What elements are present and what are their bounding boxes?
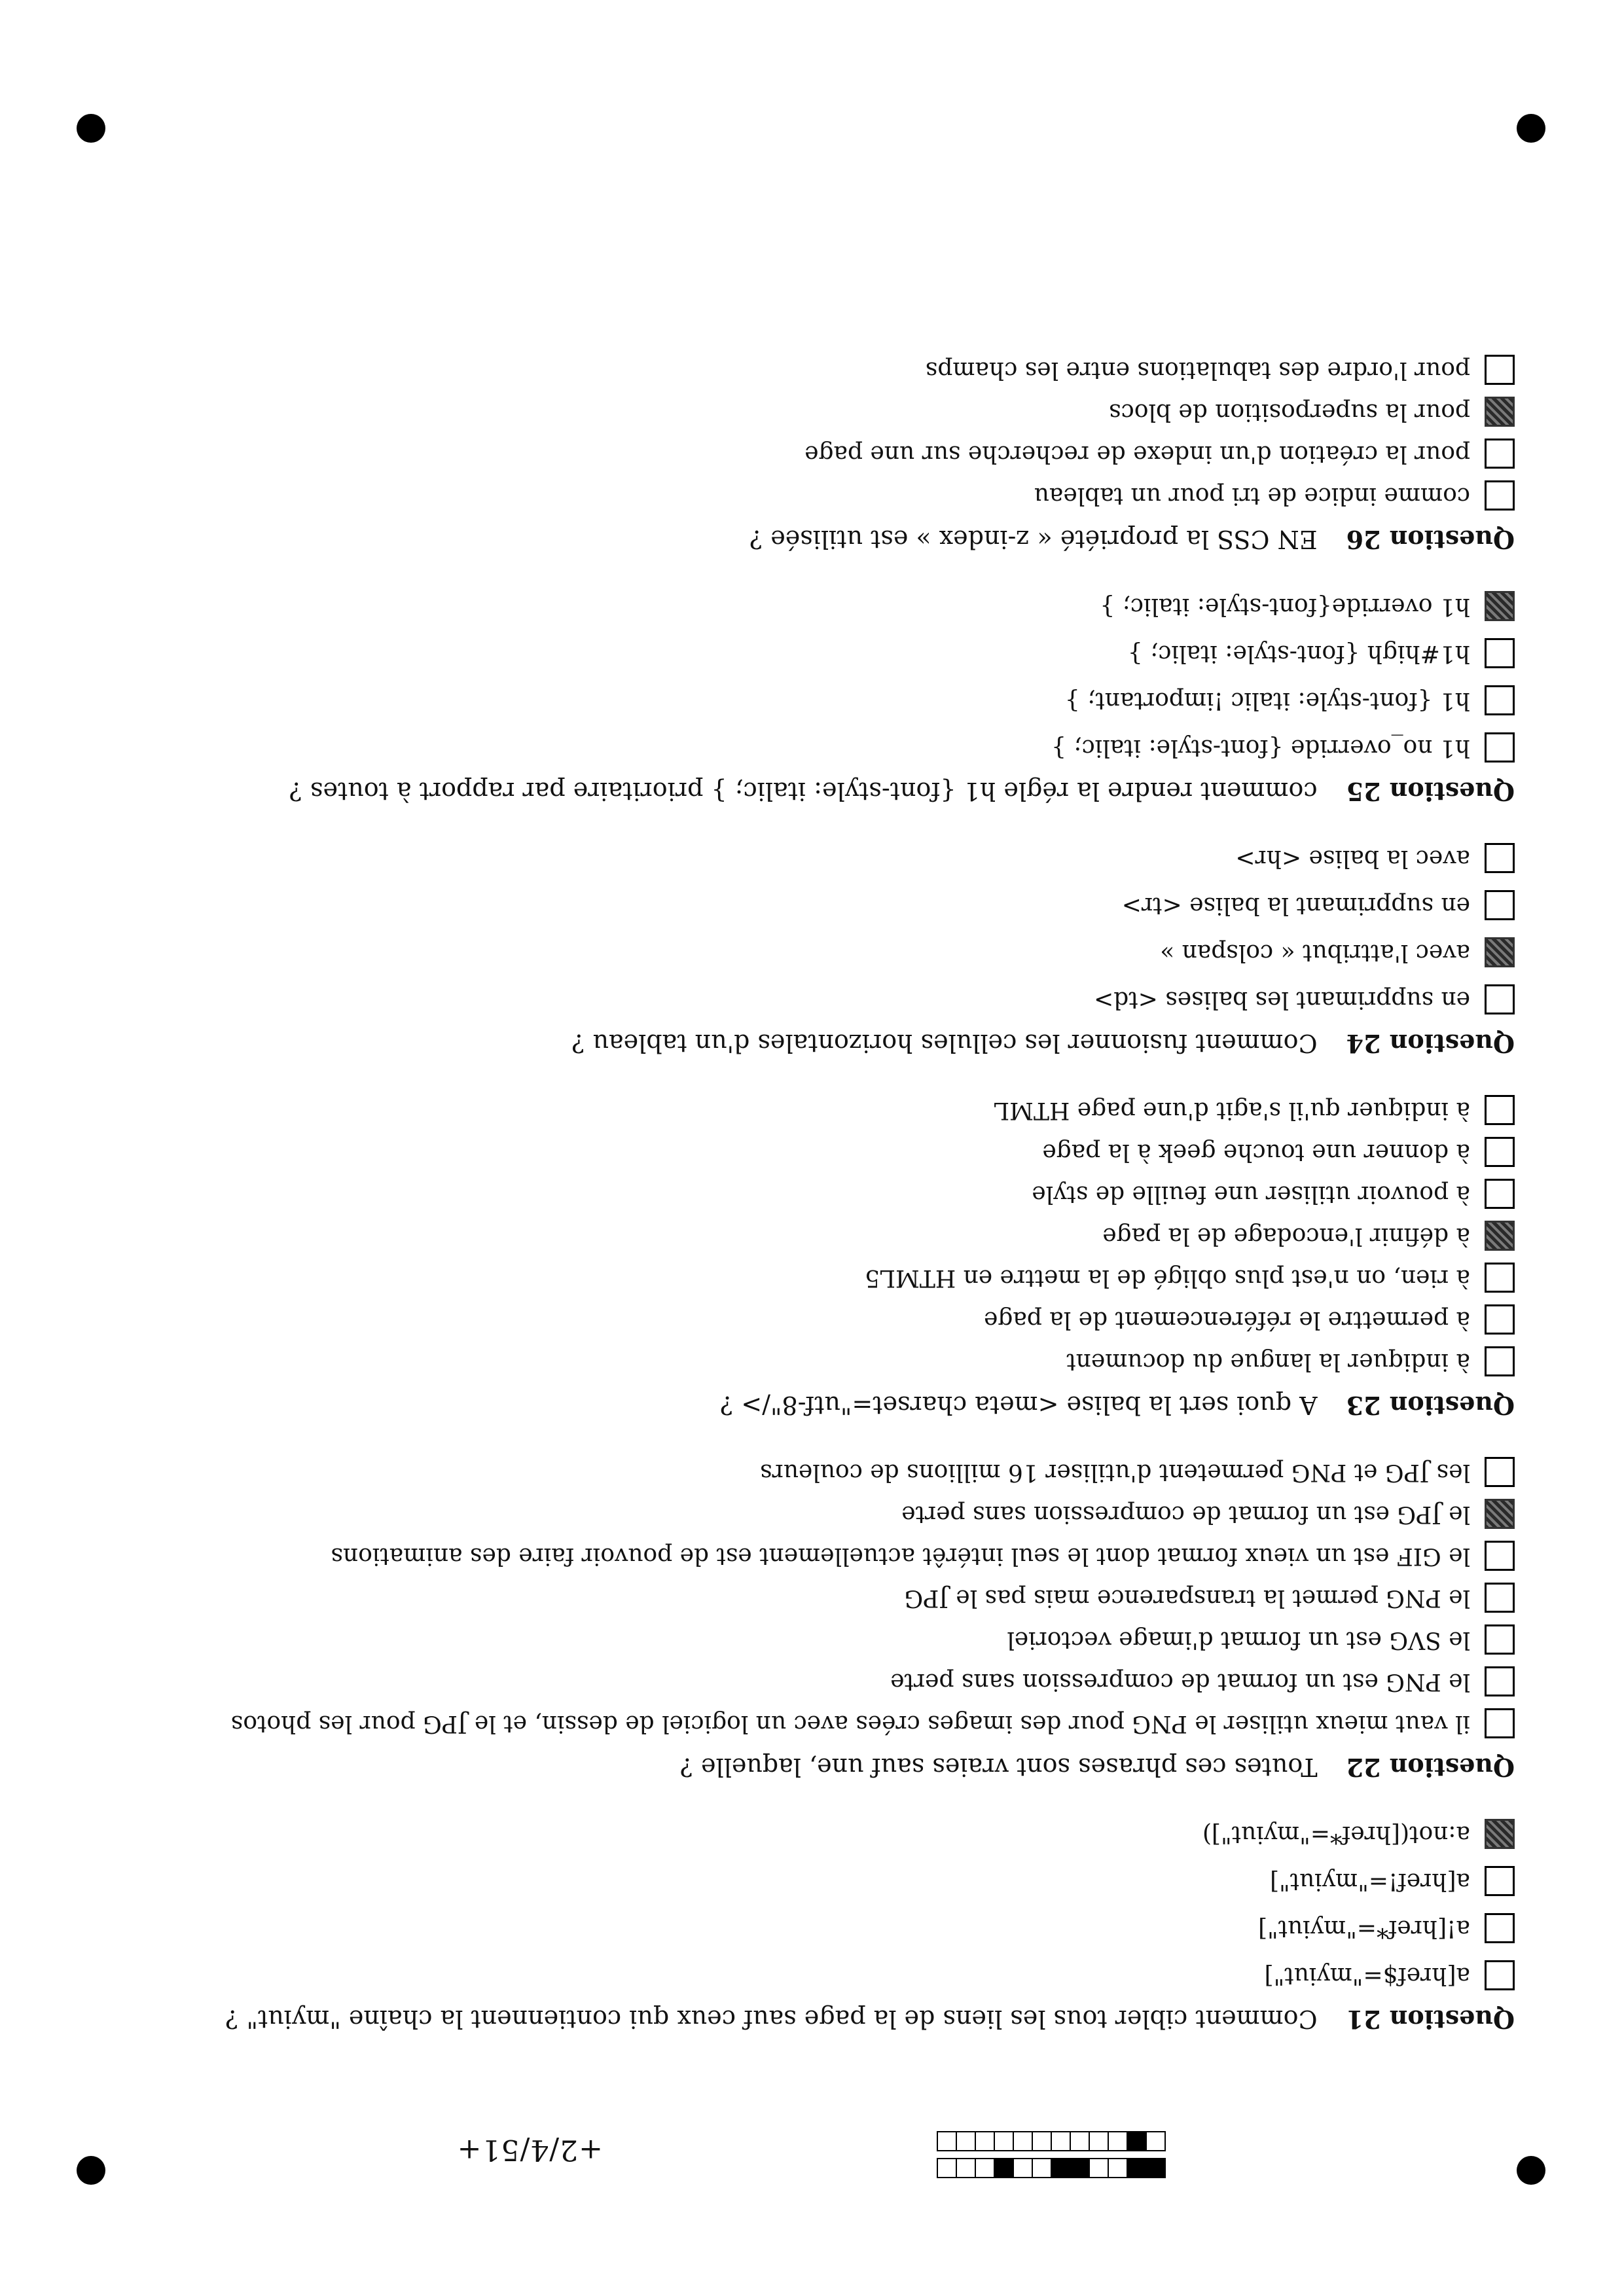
answer-label: à rien, on n'est plus obligé de la mettre en HTML5 [865,1264,1470,1291]
answer-label: a[href$="myiut"] [1264,1962,1470,1989]
code-grid-cell [1032,2131,1052,2151]
page-code-grid [938,2131,1166,2178]
question-26 [107,355,1515,554]
answer-option[interactable] [811,638,1515,668]
code-grid-cell [1013,2131,1033,2151]
code-grid-cell [956,2158,976,2178]
answer-checkbox[interactable] [1485,1304,1515,1335]
answer-label: à pouvoir utiliser une feuille de style [1032,1180,1470,1208]
code-grid-cell [994,2158,1014,2178]
question-number: Question 21 [1346,2005,1515,2034]
answer-checkbox[interactable] [1485,843,1515,873]
question-header [107,525,1515,554]
answer-checkbox[interactable] [1485,685,1515,715]
answer-label: le JPG est un format de compression sans perte [901,1500,1470,1528]
answer-checkbox[interactable] [1485,1583,1515,1613]
answer-checkbox[interactable] [1485,1666,1515,1696]
answer-label: le GIF est un vieux format dont le seul intérêt actuellement est de pouvoir faire des animations [331,1542,1470,1570]
answer-checkbox[interactable] [1485,984,1515,1014]
question-number: Question 23 [1346,1391,1515,1420]
question-header [107,777,1515,806]
question-number: Question 22 [1346,1753,1515,1782]
answer-label: comme indice de tri pour un tableau [1034,482,1470,509]
answer-label: à indiquer la langue du document [1066,1348,1470,1375]
answer-label: il vaut mieux utiliser le PNG pour des images crées avec un logiciel de dessin, et le JPG pour les photos [230,1710,1470,1737]
question-23 [107,1095,1515,1420]
answer-option[interactable] [811,890,1515,920]
question-header [107,1753,1515,1782]
answer-checkbox[interactable] [1485,1179,1515,1209]
code-grid-cell [1146,2158,1166,2178]
answer-option[interactable] [107,1304,1515,1335]
answer-option[interactable] [107,1179,1515,1209]
code-grid-cell [1108,2131,1128,2151]
code-grid-cell [1089,2131,1109,2151]
answer-checkbox[interactable] [1485,1221,1515,1251]
answer-checkbox[interactable] [1485,439,1515,469]
answer-option[interactable] [811,685,1515,715]
question-number: Question 25 [1346,777,1515,806]
answer-option[interactable] [811,1819,1515,1849]
answer-option[interactable] [107,1095,1515,1125]
answer-label: à donner une touche geek à la page [1042,1138,1470,1166]
answer-label: a![href*="myiut"] [1258,1914,1470,1942]
answer-option[interactable] [107,1708,1515,1738]
answer-label: avec l'attribut « colspan » [1160,939,1470,966]
answer-checkbox[interactable] [1485,890,1515,920]
answer-option[interactable] [107,1583,1515,1613]
answer-option[interactable] [107,1624,1515,1655]
answer-label: le PNG est un format de compression sans perte [890,1668,1470,1695]
answer-list [107,1819,1515,1990]
answer-checkbox[interactable] [1485,397,1515,427]
answer-checkbox[interactable] [1485,732,1515,762]
question-text: Comment fusionner les cellules horizontales d'un tableau ? [571,1029,1318,1058]
registration-mark-bottom-right [77,114,105,143]
code-grid-cell [937,2158,957,2178]
answer-option[interactable] [107,439,1515,469]
page-header [0,2119,1624,2178]
answer-checkbox[interactable] [1485,1263,1515,1293]
answer-option[interactable] [107,1137,1515,1167]
answer-option[interactable] [811,843,1515,873]
answer-label: avec la balise <hr> [1235,844,1470,872]
answer-label: pour l'ordre des tabulations entre les champs [925,356,1470,384]
question-22 [107,1457,1515,1782]
answer-label: à permettre le référencement de la page [984,1306,1470,1333]
answer-option[interactable] [811,1960,1515,1990]
answer-label: en supprimant la balise <tr> [1121,891,1470,919]
answer-label: h1#high {font-style: italic; } [1127,639,1470,667]
answer-label: le PNG permet la transparence mais pas le JPG [904,1584,1470,1611]
answer-checkbox[interactable] [1485,355,1515,385]
code-grid-cell [1108,2158,1128,2178]
code-grid-cell [1070,2158,1090,2178]
answer-checkbox[interactable] [1485,1624,1515,1655]
answer-option[interactable] [811,1866,1515,1896]
answer-option[interactable] [107,1221,1515,1251]
answer-option[interactable] [107,1541,1515,1571]
code-grid-cell [1089,2158,1109,2178]
answer-checkbox[interactable] [1485,1913,1515,1943]
answer-checkbox[interactable] [1485,1541,1515,1571]
registration-mark-bottom-left [1517,114,1545,143]
answer-label: a[href!="myiut"] [1270,1867,1470,1895]
answer-label: le SVG est un format d'image vectoriel [1007,1626,1470,1653]
answer-checkbox[interactable] [1485,1095,1515,1125]
code-grid-row [938,2131,1166,2151]
question-header [107,1029,1515,1058]
question-text: EN CSS la propriété « z-index » est utilisée ? [749,525,1318,554]
code-grid-cell [1051,2158,1071,2178]
question-text: Comment cibler tous les liens de la page sauf ceux qui contiennent la chaîne "myiut" ? [225,2005,1318,2034]
question-header [107,2005,1515,2034]
answer-label: en supprimant les balises <td> [1094,986,1470,1013]
answer-label: pour la création d'un indexe de recherche sur une page [804,440,1470,467]
answer-checkbox[interactable] [1485,1819,1515,1849]
answer-option[interactable] [811,591,1515,621]
answer-option[interactable] [811,984,1515,1014]
answer-option[interactable] [107,1499,1515,1529]
code-grid-cell [1013,2158,1033,2178]
answer-label: à définir l'encodage de la page [1102,1222,1470,1249]
answer-checkbox[interactable] [1485,1708,1515,1738]
answer-checkbox[interactable] [1485,937,1515,967]
answer-list [107,843,1515,1014]
answer-list [107,1457,1515,1738]
question-number: Question 26 [1346,525,1515,554]
answer-option[interactable] [107,397,1515,427]
page-code: +2/4/51+ [456,2133,603,2166]
code-grid-cell [1051,2131,1071,2151]
question-text: A quoi sert la balise <meta charset="utf-8"/> ? [719,1391,1318,1420]
question-24 [107,843,1515,1058]
code-grid-cell [956,2131,976,2151]
code-grid-cell [975,2131,995,2151]
code-grid-cell [994,2131,1014,2151]
code-grid-cell [1070,2131,1090,2151]
answer-option[interactable] [107,1457,1515,1487]
answer-option[interactable] [107,355,1515,385]
answer-checkbox[interactable] [1485,1960,1515,1990]
code-grid-cell [1127,2131,1147,2151]
answer-checkbox[interactable] [1485,1457,1515,1487]
question-number: Question 24 [1346,1029,1515,1058]
answer-list [107,591,1515,762]
answer-option[interactable] [107,1263,1515,1293]
answer-option[interactable] [811,937,1515,967]
answer-label: h1 override{font-style: italic; } [1100,592,1470,620]
answer-label: les JPG et PNG permetent d'utiliser 16 millions de couleurs [760,1458,1470,1486]
answer-option[interactable] [107,480,1515,511]
answer-checkbox[interactable] [1485,1346,1515,1376]
answer-list [107,1095,1515,1376]
answer-checkbox[interactable] [1485,480,1515,511]
question-header [107,1391,1515,1420]
answer-option[interactable] [811,1913,1515,1943]
question-21 [107,1819,1515,2034]
code-grid-cell [1032,2158,1052,2178]
question-text: Toutes ces phrases sont vraies sauf une, laquelle ? [679,1753,1318,1782]
answer-label: pour la superposition de blocs [1109,398,1470,425]
answer-option[interactable] [811,732,1515,762]
answer-option[interactable] [107,1666,1515,1696]
answer-option[interactable] [107,1346,1515,1376]
code-grid-cell [937,2131,957,2151]
answer-checkbox[interactable] [1485,591,1515,621]
answer-checkbox[interactable] [1485,1137,1515,1167]
questions-container [107,318,1515,2034]
answer-label: h1 {font-style: italic !important; } [1064,687,1470,714]
answer-checkbox[interactable] [1485,638,1515,668]
question-25 [107,591,1515,806]
answer-label: h1 no_override {font-style: italic; } [1051,734,1470,761]
answer-label: a:not([href*="myiut"]) [1202,1820,1470,1848]
answer-checkbox[interactable] [1485,1499,1515,1529]
code-grid-cell [1146,2131,1166,2151]
code-grid-cell [1127,2158,1147,2178]
code-grid-cell [975,2158,995,2178]
code-grid-row [938,2158,1166,2178]
answer-label: à indiquer qu'il s'agit d'une page HTML [994,1096,1470,1124]
question-text: comment rendre la régle h1 {font-style: italic; } prioritaire par rapport à toutes ? [289,777,1318,806]
answer-list [107,355,1515,511]
answer-checkbox[interactable] [1485,1866,1515,1896]
